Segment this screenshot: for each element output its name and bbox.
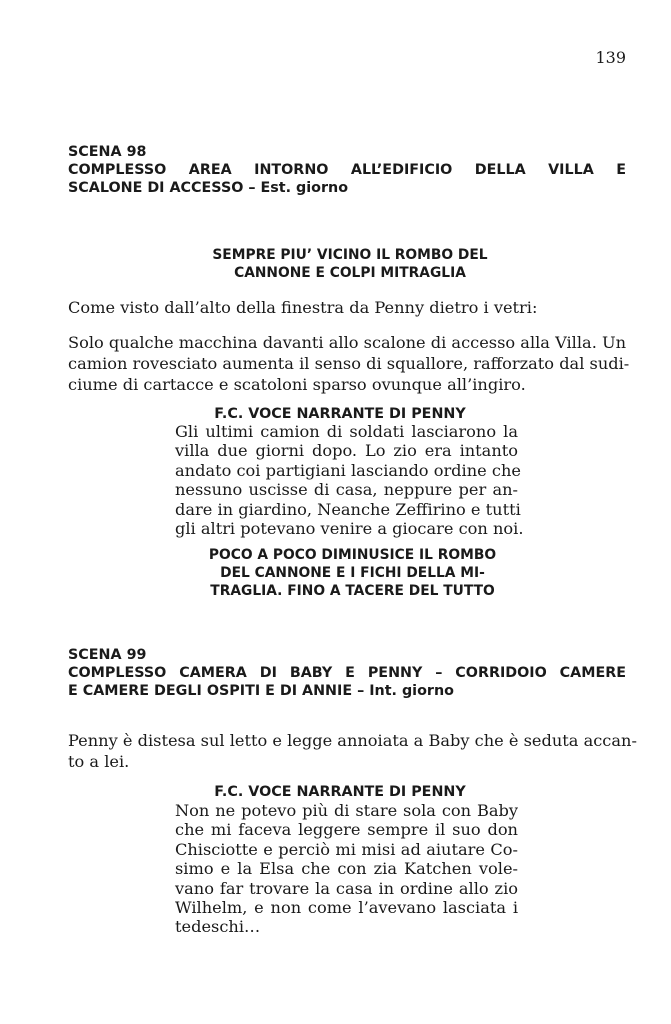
paragraph-2-line-1: Solo qualche macchina davanti allo scalone di accesso alla Villa. Un <box>68 333 627 352</box>
narrator-text-2 <box>175 801 518 937</box>
narrator-1-line-2: villa due giorni dopo. Lo zio era intanto <box>175 441 518 461</box>
stage-direction-2-line-1: POCO A POCO DIMINUSICE IL ROMBO <box>208 547 497 563</box>
stage-direction-2-line-3: TRAGLIA. FINO A TACERE DEL TUTTO <box>210 583 495 599</box>
narrator-text-1 <box>175 422 524 539</box>
narrator-2-line-1: Non ne potevo più di stare sola con Baby <box>175 801 518 820</box>
stage-direction-1-line-1: SEMPRE PIU’ VICINO IL ROMBO DEL <box>212 247 488 263</box>
narrator-1-line-6: gli altri potevano venire a giocare con noi. <box>175 519 524 539</box>
scene-98-heading <box>68 143 626 197</box>
scene-99-location-line-2: E CAMERE DEGLI OSPITI E DI ANNIE – Int. giorno <box>68 683 454 699</box>
narrator-1-line-1: Gli ultimi camion di soldati lasciarono la <box>175 422 518 441</box>
page-number: 139 <box>595 48 626 67</box>
scene-98-title: SCENA 98 <box>68 144 147 160</box>
narrator-1-line-3: andato coi partigiani lasciando ordine che <box>175 460 521 480</box>
narrator-2-line-5: vano far trovare la casa in ordine allo zio <box>175 878 518 898</box>
narrator-heading-1: F.C. VOCE NARRANTE DI PENNY <box>214 406 466 422</box>
paragraph-2-line-2: camion rovesciato aumenta il senso di squallore, rafforzato dal sudi- <box>68 354 630 373</box>
paragraph-1-text: Come visto dall’alto della finestra da Penny dietro i vetri: <box>68 298 538 317</box>
narrator-2-line-7: tedeschi… <box>175 917 261 937</box>
paragraph-2 <box>68 332 630 395</box>
stage-direction-1-line-2: CANNONE E COLPI MITRAGLIA <box>234 265 466 281</box>
scene-99-heading <box>68 646 626 700</box>
narrator-2-line-6: Wilhelm, e non come l’avevano lasciata i <box>175 898 518 918</box>
narrator-2-line-2: che mi faceva leggere sempre il suo don <box>175 820 518 840</box>
scene-99-location-line-1: COMPLESSO CAMERA DI BABY E PENNY – CORRIDOIO CAMERE <box>68 665 626 681</box>
paragraph-3-line-2: to a lei. <box>68 752 130 771</box>
narrator-heading-2: F.C. VOCE NARRANTE DI PENNY <box>214 784 466 800</box>
stage-direction-2-line-2: DEL CANNONE E I FICHI DELLA MI- <box>220 565 485 581</box>
scene-99-title: SCENA 99 <box>68 647 147 663</box>
paragraph-1 <box>68 297 626 318</box>
paragraph-3 <box>68 730 637 772</box>
scene-98-location-line-2: SCALONE DI ACCESSO – Est. giorno <box>68 180 349 196</box>
narrator-2-line-3: Chisciotte e perciò mi misi ad aiutare Co- <box>175 839 518 859</box>
narrator-1-line-4: nessuno uscisse di casa, neppure per an- <box>175 480 518 500</box>
stage-direction-2 <box>110 546 595 600</box>
scene-98-location-line-1: COMPLESSO AREA INTORNO ALL’EDIFICIO DELLA VILLA E <box>68 162 626 178</box>
stage-direction-1 <box>110 246 590 282</box>
paragraph-3-line-1: Penny è distesa sul letto e legge annoiata a Baby che è seduta accan- <box>68 731 637 750</box>
narrator-1-line-5: dare in giardino, Neanche Zeffirino e tutti <box>175 499 521 519</box>
paragraph-2-line-3: ciume di cartacce e scatoloni sparso ovunque all’ingiro. <box>68 375 526 394</box>
narrator-2-line-4: simo e la Elsa che con zia Katchen vole- <box>175 859 518 879</box>
